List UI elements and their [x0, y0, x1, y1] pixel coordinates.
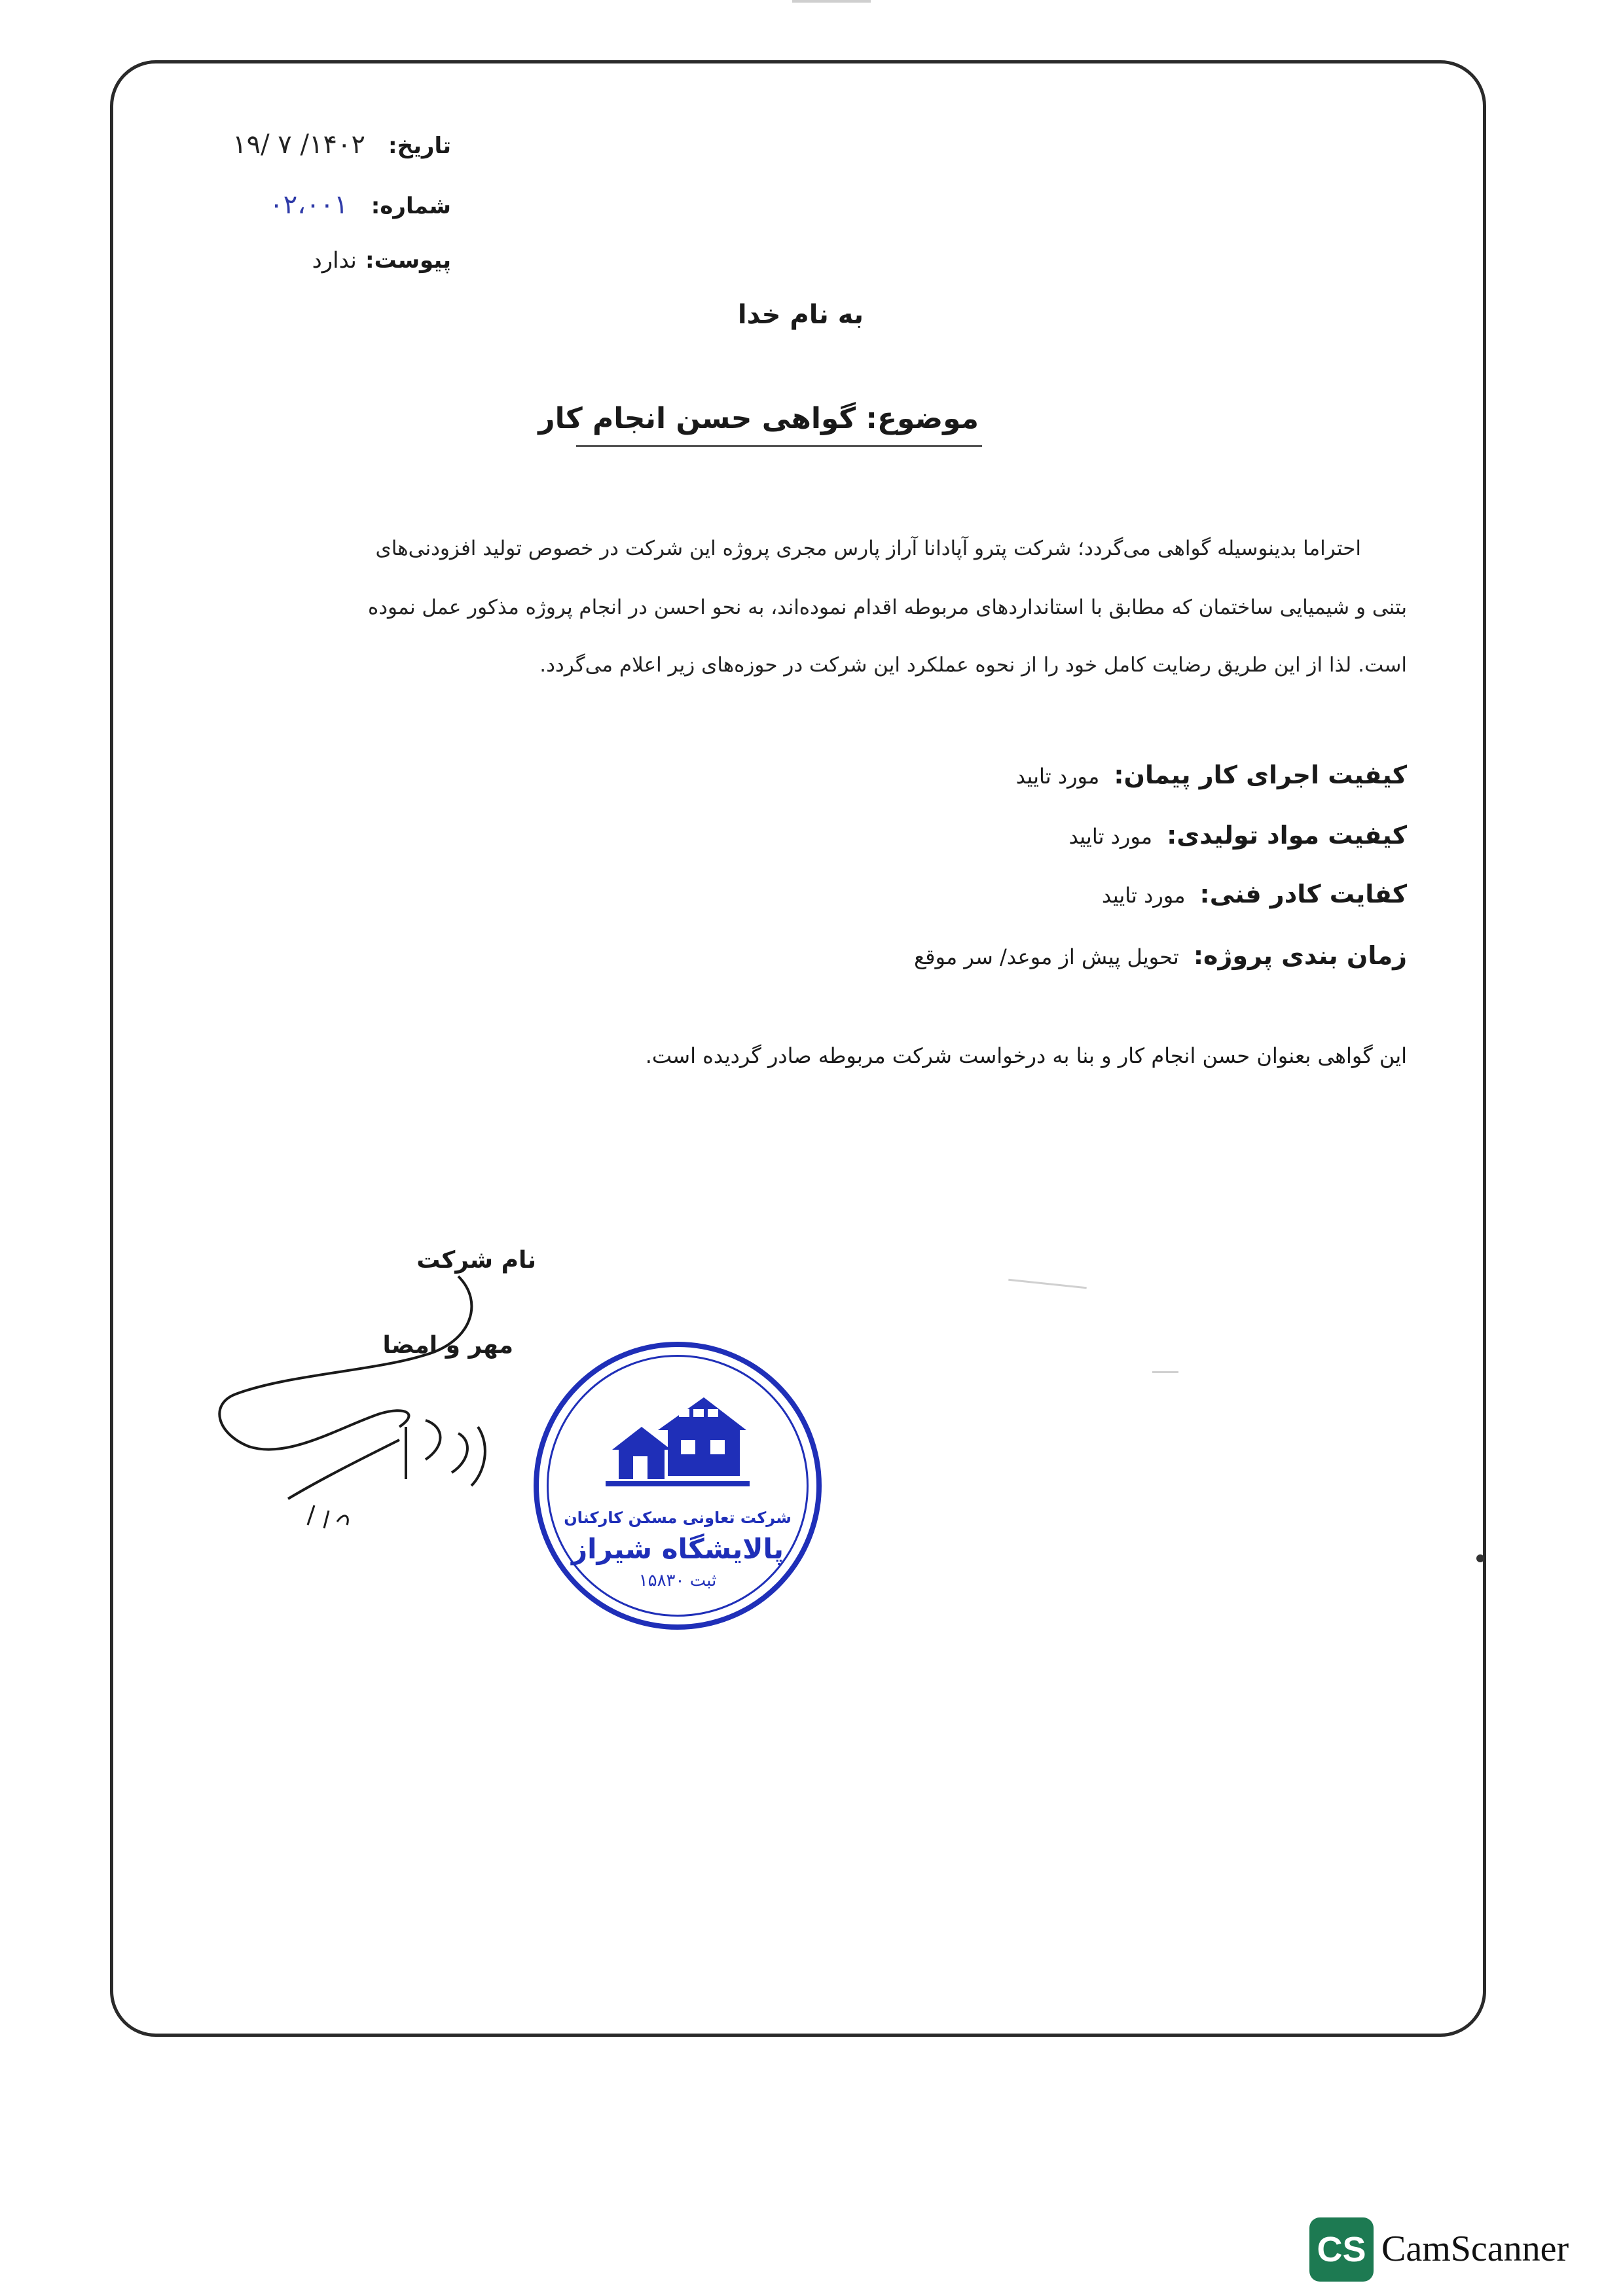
stamp-registration-text: ثبت ۱۵۸۳۰	[638, 1571, 717, 1590]
basmala-heading: به نام خدا	[737, 300, 864, 330]
handwritten-signature	[210, 1263, 511, 1551]
criterion-value: مورد تایید	[1068, 824, 1153, 849]
stamp-top-text: شرکت تعاونی مسکن کارکنان	[564, 1509, 792, 1527]
house-icon	[606, 1391, 750, 1502]
attachment-label: پیوست:	[365, 247, 451, 274]
attachment-row	[312, 247, 451, 274]
criterion-project-schedule	[914, 941, 1407, 970]
number-row	[269, 190, 451, 220]
criterion-label: کیفیت اجرای کار پیمان:	[1114, 761, 1407, 789]
attachment-value: ندارد	[312, 247, 357, 274]
camscanner-logo-icon: CS	[1309, 2217, 1374, 2282]
scan-artifact	[1476, 1554, 1484, 1562]
company-name-label: نام شرکت	[416, 1247, 536, 1274]
criterion-label: کفایت کادر فنی:	[1199, 880, 1407, 908]
criterion-technical-staff	[1102, 880, 1407, 908]
camscanner-label: CamScanner	[1381, 2229, 1569, 2269]
scan-artifact	[1152, 1371, 1178, 1373]
criterion-value: مورد تایید	[1015, 764, 1100, 789]
criterion-material-quality	[1068, 821, 1407, 850]
number-value: ۰۲،۰۰۱	[269, 190, 348, 220]
criterion-value: تحویل پیش از موعد/ سر موقع	[914, 944, 1179, 969]
stamp-main-text: پالایشگاه شیراز	[571, 1533, 784, 1565]
top-edge-mark	[792, 0, 871, 3]
criterion-contract-quality	[1016, 761, 1407, 789]
company-stamp	[534, 1342, 822, 1630]
criterion-label: زمان بندی پروژه:	[1193, 941, 1407, 970]
seal-signature-label: مهر و امضا	[382, 1332, 513, 1359]
subject-title: موضوع: گواهی حسن انجام کار	[538, 402, 979, 435]
criterion-label: کیفیت مواد تولیدی:	[1167, 821, 1407, 850]
date-label: تاریخ:	[388, 133, 451, 159]
body-line-1: احتراما بدینوسیله گواهی می‌گردد؛ شرکت پترو آپادانا آراز پارس مجری پروژه این شرکت در خصوص تولید افزودنی‌های	[375, 537, 1361, 560]
criterion-value: مورد تایید	[1101, 883, 1186, 908]
date-value: ۱۴۰۲/ ۷ /۱۹	[232, 130, 365, 160]
body-line-2: بتنی و شیمیایی ساختمان که مطابق با استانداردهای مربوطه اقدام نموده‌اند، به نحو احسن در انجام پروژه مذکور عمل نموده	[367, 596, 1407, 619]
closing-statement: این گواهی بعنوان حسن انجام کار و بنا به درخواست شرکت مربوطه صادر گردیده است.	[645, 1043, 1407, 1068]
body-line-3: است. لذا از این طریق رضایت کامل خود را از نحوه عملکرد این شرکت در حوزه‌های زیر اعلام می‌گردد.	[539, 653, 1407, 677]
subject-underline	[576, 445, 982, 447]
date-row	[232, 130, 451, 160]
number-label: شماره:	[371, 193, 451, 219]
